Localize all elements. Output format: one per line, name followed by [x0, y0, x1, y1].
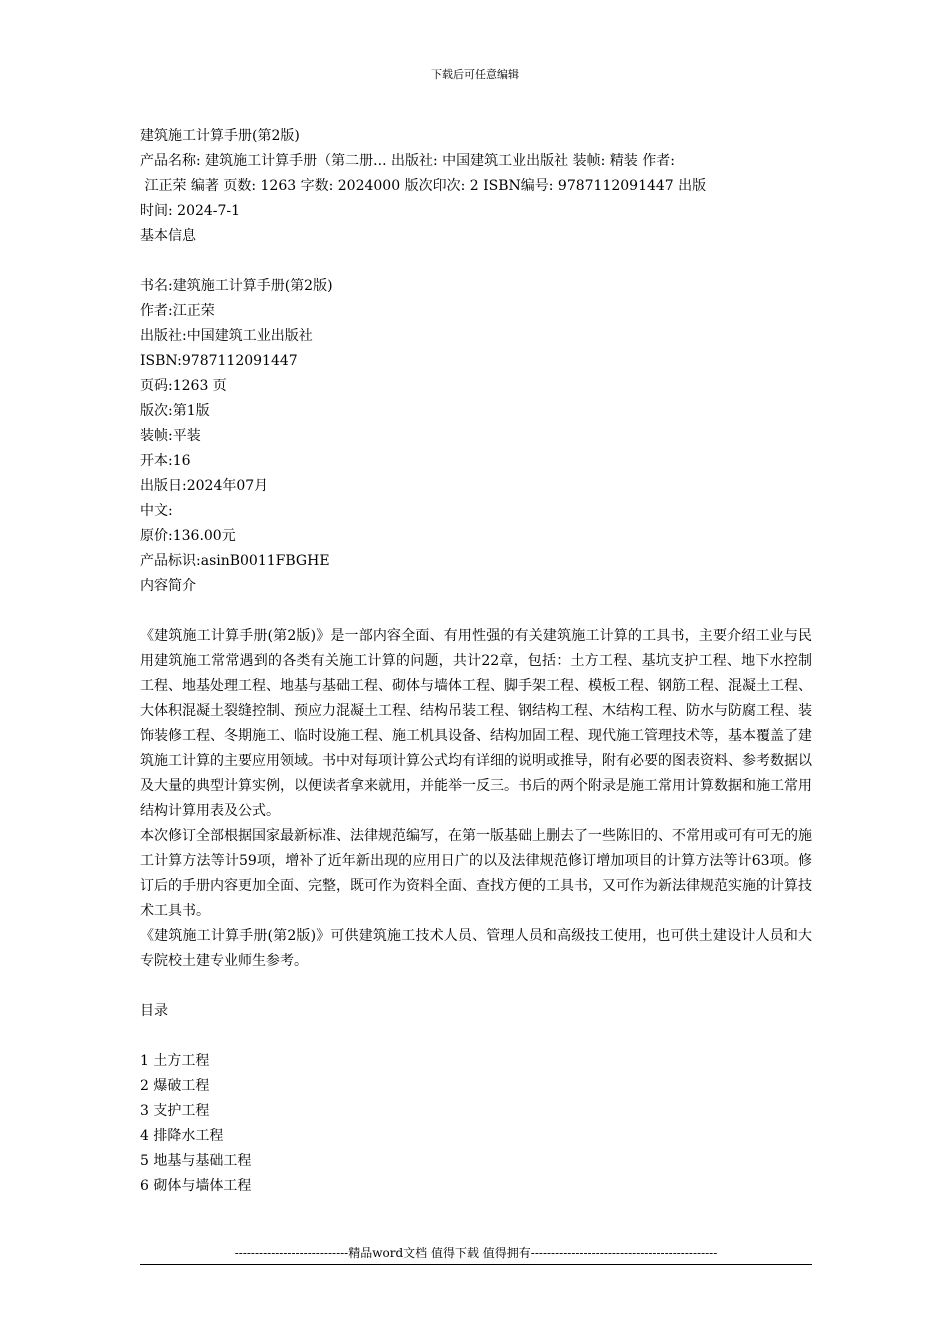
basic-info-list: [140, 274, 812, 574]
info-item: 作者:江正荣: [140, 303, 215, 319]
page-header: 下载后可任意编辑: [431, 68, 519, 81]
intro-heading: 内容简介: [140, 578, 196, 594]
info-item: 产品标识:asinB0011FBGHE: [140, 553, 330, 569]
info-item: ISBN:9787112091447: [140, 353, 298, 369]
toc-item: 6 砌体与墙体工程: [140, 1178, 252, 1194]
intro-paragraph: 本次修订全部根据国家最新标准、法律规范编写，在第一版基础上删去了一些陈旧的、不常用或可有可无的施工计算方法等计59项，增补了近年新出现的应用日广的以及法律规范修订增加项目的计算方法等计63项。修订后的手册内容更加全面、完整，既可作为资料全面、查找方便的工具书，又可作为新法律规范实施的计算技术工具书。: [140, 828, 812, 919]
document-title: 建筑施工计算手册(第2版): [140, 128, 300, 144]
toc-item: 4 排降水工程: [140, 1128, 224, 1144]
intro-paragraph: 《建筑施工计算手册(第2版)》是一部内容全面、有用性强的有关建筑施工计算的工具书，主要介绍工业与民用建筑施工常常遇到的各类有关施工计算的问题，共计22章，包括：土方工程、基坑支护工程、地下水控制工程、地基处理工程、地基与基础工程、砌体与墙体工程、脚手架工程、模板工程、钢筋工程、混凝土工程、大体积混凝土裂缝控制、预应力混凝土工程、结构吊装工程、钢结构工程、木结构工程、防水与防腐工程、装饰装修工程、冬期施工、临时设施工程、施工机具设备、结构加固工程、现代施工管理技术等，基本覆盖了建筑施工计算的主要应用领域。书中对每项计算公式均有详细的说明或推导，附有必要的图表资料、参考数据以及大量的典型计算实例，以便读者拿来就用，并能举一反三。书后的两个附录是施工常用计算数据和施工常用结构计算用表及公式。: [140, 628, 812, 819]
toc-item: 5 地基与基础工程: [140, 1153, 252, 1169]
info-item: 装帧:平装: [140, 428, 201, 444]
basic-info-heading: 基本信息: [140, 228, 196, 244]
info-item: 开本:16: [140, 453, 191, 469]
page-footer: ----------------------------精品word文档 值得下载 值得拥有----------------------------------------------: [140, 1244, 812, 1265]
info-item: 出版社:中国建筑工业出版社: [140, 328, 313, 344]
product-line: 产品名称: 建筑施工计算手册（第二册... 出版社: 中国建筑工业出版社 装帧: 精装 作者:: [140, 153, 675, 169]
intro-paragraph: 《建筑施工计算手册(第2版)》可供建筑施工技术人员、管理人员和高级技工使用，也可供土建设计人员和大专院校土建专业师生参考。: [140, 928, 812, 969]
toc-item: 2 爆破工程: [140, 1078, 210, 1094]
info-item: 中文:: [140, 503, 173, 519]
toc-list: [140, 1049, 812, 1199]
info-item: 页码:1263 页: [140, 378, 227, 394]
product-line: 时间: 2024-7-1: [140, 203, 241, 219]
info-item: 版次:第1版: [140, 403, 210, 419]
info-item: 原价:136.00元: [140, 528, 236, 544]
document-body: [140, 124, 812, 1199]
toc-item: 1 土方工程: [140, 1053, 210, 1069]
info-item: 书名:建筑施工计算手册(第2版): [140, 278, 333, 294]
toc-item: 3 支护工程: [140, 1103, 210, 1119]
toc-heading: 目录: [140, 1003, 168, 1019]
info-item: 出版日:2024年07月: [140, 478, 269, 494]
product-line: 江正荣 编著 页数: 1263 字数: 2024000 版次印次: 2 ISBN编号: 9787112091447 出版: [140, 178, 707, 194]
